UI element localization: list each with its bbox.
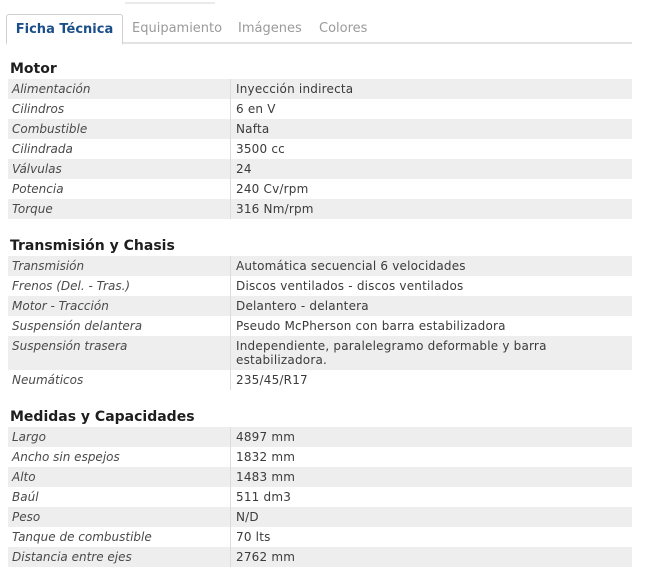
- table-row: [8, 256, 632, 276]
- tab-bar: [6, 14, 632, 44]
- table-row: [8, 199, 632, 219]
- table-row: [8, 487, 632, 507]
- spec-label: Suspensión trasera: [8, 336, 231, 370]
- section-title-medidas: Medidas y Capacidades: [10, 409, 195, 425]
- spec-label: Tanque de combustible: [8, 527, 231, 547]
- spec-value: 235/45/R17: [236, 373, 308, 387]
- spec-value: Independiente, paralelegramo deformable y barra estabilizadora.: [236, 339, 547, 367]
- spec-value: 240 Cv/rpm: [236, 182, 309, 196]
- spec-value: 2762 mm: [236, 550, 296, 564]
- spec-label: Alto: [8, 467, 231, 487]
- spec-value: 1832 mm: [236, 450, 296, 464]
- table-row: [8, 159, 632, 179]
- spec-label: Baúl: [8, 487, 231, 507]
- spec-label: Motor - Tracción: [8, 296, 231, 316]
- spec-label: Alimentación: [8, 79, 231, 99]
- table-row: [8, 427, 632, 447]
- spec-label: Potencia: [8, 179, 231, 199]
- spec-label: Neumáticos: [8, 370, 231, 390]
- spec-value: N/D: [236, 510, 259, 524]
- table-row: [8, 119, 632, 139]
- table-row: [8, 179, 632, 199]
- spec-label: Distancia entre ejes: [8, 547, 231, 567]
- spec-table-transmision: [8, 256, 632, 390]
- table-row: [8, 99, 632, 119]
- spec-label: Cilindros: [8, 99, 231, 119]
- tab-ficha-tecnica[interactable]: Ficha Técnica: [6, 14, 123, 45]
- spec-label: Combustible: [8, 119, 231, 139]
- top-decoration-line: [125, 2, 215, 4]
- spec-label: Válvulas: [8, 159, 231, 179]
- table-row: [8, 139, 632, 159]
- table-row: [8, 336, 632, 370]
- table-row: [8, 507, 632, 527]
- spec-value: 6 en V: [236, 102, 276, 116]
- spec-value: 4897 mm: [236, 430, 296, 444]
- spec-label: Ancho sin espejos: [8, 447, 231, 467]
- spec-value: 3500 cc: [236, 142, 285, 156]
- table-row: [8, 79, 632, 99]
- spec-value: 1483 mm: [236, 470, 296, 484]
- spec-value: Nafta: [236, 122, 270, 136]
- spec-value: Delantero - delantera: [236, 299, 369, 313]
- spec-table-motor: [8, 79, 632, 219]
- table-row: [8, 547, 632, 567]
- spec-value: 511 dm3: [236, 490, 292, 504]
- table-row: [8, 527, 632, 547]
- spec-value: Pseudo McPherson con barra estabilizadora: [236, 319, 506, 333]
- spec-table-medidas: [8, 427, 632, 567]
- spec-value: Inyección indirecta: [236, 82, 354, 96]
- tab-imagenes[interactable]: Imágenes: [238, 21, 302, 36]
- section-title-transmision: Transmisión y Chasis: [10, 238, 175, 254]
- spec-label: Largo: [8, 427, 231, 447]
- spec-label: Frenos (Del. - Tras.): [8, 276, 231, 296]
- spec-label: Suspensión delantera: [8, 316, 231, 336]
- section-title-motor: Motor: [10, 61, 57, 77]
- spec-value: Discos ventilados - discos ventilados: [236, 279, 464, 293]
- spec-label: Cilindrada: [8, 139, 231, 159]
- spec-value: 24: [236, 162, 252, 176]
- spec-value: Automática secuencial 6 velocidades: [236, 259, 466, 273]
- table-row: [8, 316, 632, 336]
- spec-label: Transmisión: [8, 256, 231, 276]
- table-row: [8, 276, 632, 296]
- spec-value: 70 lts: [236, 530, 271, 544]
- spec-value: 316 Nm/rpm: [236, 202, 314, 216]
- spec-label: Torque: [8, 199, 231, 219]
- table-row: [8, 370, 632, 390]
- table-row: [8, 447, 632, 467]
- tab-colores[interactable]: Colores: [319, 21, 368, 36]
- tab-equipamiento[interactable]: Equipamiento: [132, 21, 223, 36]
- table-row: [8, 296, 632, 316]
- spec-label: Peso: [8, 507, 231, 527]
- table-row: [8, 467, 632, 487]
